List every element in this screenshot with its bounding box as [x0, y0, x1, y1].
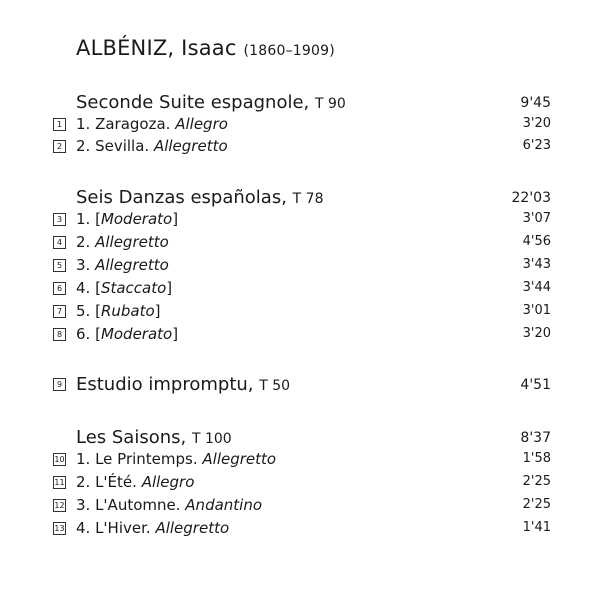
catalog-number: T 100: [191, 431, 232, 447]
composer-heading: [76, 36, 335, 60]
track-duration: 3'20: [522, 116, 551, 131]
track-number-box: 8: [53, 328, 66, 341]
track-title: 6. [Moderato]: [76, 325, 179, 343]
track-duration: 3'07: [522, 211, 551, 226]
track-number-box: 3: [53, 213, 66, 226]
track-row: [53, 496, 551, 516]
track-title: 2. Sevilla. Allegretto: [76, 137, 228, 155]
track-tempo: Allegretto: [155, 519, 230, 537]
track-row: [53, 233, 551, 253]
track-tempo: Allegro: [141, 473, 195, 491]
track-number-box: 10: [54, 455, 65, 464]
track-duration: 2'25: [522, 474, 551, 489]
catalog-number: T 50: [259, 378, 291, 394]
track-tempo: Moderato: [100, 210, 173, 228]
track-duration: 3'01: [522, 303, 551, 318]
track-title: 3. Allegretto: [76, 256, 169, 274]
track-title: 2. L'Été. Allegro: [76, 473, 195, 491]
track-row: [53, 519, 551, 539]
catalog-number: T 90: [315, 96, 346, 112]
track-row: [53, 473, 551, 493]
track-tempo: Allegretto: [95, 256, 169, 274]
track-duration: 3'20: [522, 326, 551, 341]
track-title: 4. [Staccato]: [76, 279, 173, 297]
track-number-box: 2: [53, 140, 66, 153]
work-title: Seconde Suite espagnole, T 90: [76, 92, 346, 113]
track-row: [53, 210, 551, 230]
work-title: Seis Danzas españolas, T 78: [76, 187, 324, 208]
track-duration: 4'56: [522, 234, 551, 249]
composer-dates: (1860–1909): [243, 43, 335, 59]
track-row: [53, 325, 551, 345]
track-duration: 6'23: [522, 138, 551, 153]
track-row: [53, 302, 551, 322]
track-row: [53, 256, 551, 276]
track-tempo: Allegro: [175, 115, 228, 133]
work-total-duration: 4'51: [520, 377, 551, 393]
track-duration: 3'44: [522, 280, 551, 295]
track-tempo: Rubato: [100, 302, 155, 320]
track-number-box: 13: [54, 524, 65, 533]
catalog-number: T 78: [292, 191, 324, 207]
track-tempo: Moderato: [100, 325, 173, 343]
track-duration: 1'41: [522, 520, 551, 535]
work-total-duration: 22'03: [511, 190, 551, 206]
track-tempo: Staccato: [100, 279, 167, 297]
track-number-box: 9: [53, 378, 66, 391]
track-title: 3. L'Automne. Andantino: [76, 496, 263, 514]
track-title: 1. Zaragoza. Allegro: [76, 115, 228, 133]
track-number-box: 7: [53, 305, 66, 318]
track-number-box: 11: [54, 478, 65, 487]
track-row: [53, 115, 551, 135]
track-row: [53, 450, 551, 470]
track-title: 2. Allegretto: [76, 233, 169, 251]
track-number-box: 1: [53, 118, 66, 131]
track-number-box: 6: [53, 282, 66, 295]
track-number-box: 12: [54, 501, 65, 510]
track-title: 5. [Rubato]: [76, 302, 161, 320]
work-title: Estudio impromptu, T 50: [76, 374, 291, 395]
track-tempo: Allegretto: [153, 137, 228, 155]
track-title: 4. L'Hiver. Allegretto: [76, 519, 230, 537]
track-row: [53, 279, 551, 299]
track-row: [53, 137, 551, 157]
work-total-duration: 8'37: [520, 430, 551, 446]
track-title: 1. [Moderato]: [76, 210, 179, 228]
track-title: 1. Le Printemps. Allegretto: [76, 450, 277, 468]
track-duration: 2'25: [522, 497, 551, 512]
track-tempo: Allegretto: [202, 450, 277, 468]
track-duration: 1'58: [522, 451, 551, 466]
work-total-duration: 9'45: [520, 95, 551, 111]
work-title: Les Saisons, T 100: [76, 427, 232, 448]
composer-name: ALBÉNIZ, Isaac: [76, 36, 237, 60]
track-number-box: 5: [53, 259, 66, 272]
track-tempo: Andantino: [185, 496, 263, 514]
track-duration: 3'43: [522, 257, 551, 272]
track-tempo: Allegretto: [95, 233, 169, 251]
track-number-box: 4: [53, 236, 66, 249]
